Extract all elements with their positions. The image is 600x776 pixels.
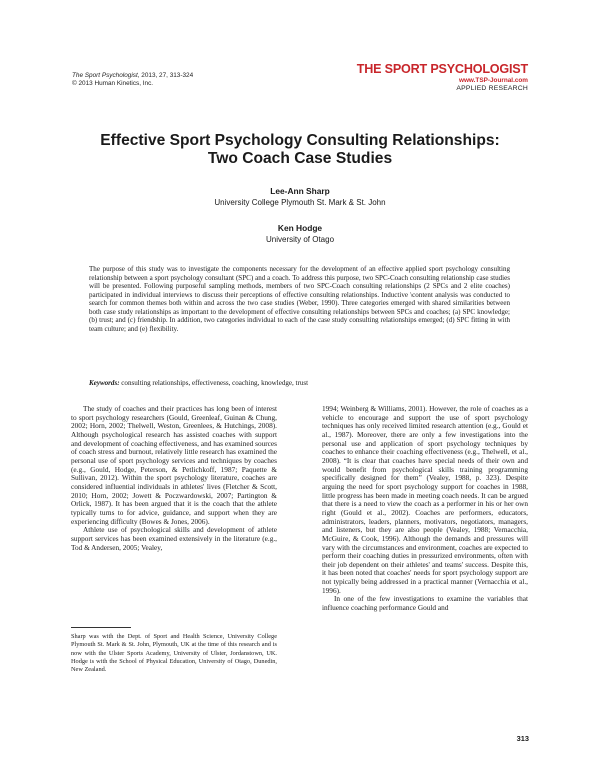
article-section: APPLIED RESEARCH bbox=[456, 85, 528, 92]
author-affiliation: University of Otago bbox=[265, 235, 335, 244]
journal-name: The Sport Psychologist, bbox=[72, 72, 140, 79]
keywords-text: consulting relationships, effectiveness, coaching, knowledge, trust bbox=[119, 379, 309, 387]
article-title bbox=[60, 132, 540, 168]
paragraph: 1994; Weinberg & Williams, 2001). However, the role of coaches as a vehicle to encourage and support the use of sport psychology techniques has only received limited research attention (e.g., Gould et al., 1987). Moreover, there are only a few investigations into the personal use and application of sport psychology techniques by coaches to enhance their coaching effectiveness (e.g., Thelwell, et al., 2008). “It is clear that coaches have special needs of their own and would benefit from psychological skills training programming specifically designed for them” (Vealey, 1988, p. 323). Despite arguing the need for sport psychology support for coaches in 1988, little progress has been made in meeting coach needs. It can be argued that there is a need to view the coach as a performer in his or her own right (Gould et al., 2002). Coaches are performers, educators, administrators, leaders, planners, motivators, negotiators, managers, and listeners, but they are also people (Vealey, 1988; Vernacchia, McGuire, & Cook, 1996). Although the demands and pressures will vary with the circumstances and environment, coaches are expected to perform their coaching duties in pressurized environments, often with their job dependent on their athletes' and teams' success. Despite this, it has been noted that coaches' needs for sport psychology support are not typically being addressed in a practical manner (Vernacchia et al., 1996). bbox=[322, 404, 528, 595]
author-name: Lee-Ann Sharp bbox=[270, 186, 330, 196]
footnote-divider bbox=[71, 627, 131, 628]
keywords bbox=[89, 379, 510, 388]
journal-citation bbox=[72, 72, 193, 89]
author-2 bbox=[60, 223, 540, 245]
paragraph: The study of coaches and their practices has long been of interest to sport psychology researchers (Gould, Greenleaf, Guinan & Chung, 2002; Horn, 2002; Thelwell, Weston, Greenlees, & Hutchings, 2008). Although psychological research has assisted coaches with support and development of coaching effectiveness, and has examined sources of coach stress and burnout, relatively little research has examined the personal use of sport psychology services and techniques by coaches (e.g., Gould, Hodge, Peterson, & Petlichkoff, 1987; Paquette & Sullivan, 2012). Within the sport psychology literature, coaches are considered influential individuals in athletes' lives (Fletcher & Scott, 2010; Horn, 2002; Jowett & Poczwardowski, 2007; Partington & Orlick, 1987). It has been argued that it is the coach that the athlete typically turns to for advice, guidance, and support when they are experiencing difficulty (Bowes & Jones, 2006). bbox=[71, 404, 277, 526]
author-1 bbox=[60, 186, 540, 208]
paragraph: Athlete use of psychological skills and development of athlete support services has been examined extensively in the literature (e.g., Tod & Andersen, 2005; Vealey, bbox=[71, 525, 277, 552]
journal-url[interactable]: www.TSP-Journal.com bbox=[458, 77, 528, 84]
body-column-right bbox=[322, 405, 528, 613]
body-column-left bbox=[71, 405, 277, 552]
keywords-label: Keywords: bbox=[89, 379, 120, 387]
page-number: 313 bbox=[516, 734, 529, 743]
abstract: The purpose of this study was to investigate the components necessary for the development of an effective applied sport psychology consulting relationship between a sport psychology consultant (SPC) and a coach. To address this purpose, two SPC-Coach consulting relationship case studies will be presented. Following purposeful sampling methods, members of two SPC-Coach consulting relationships (2 SPCs and 2 elite coaches) participated in individual interviews to discuss their perceptions of effective consulting relationships. Inductive \content analysis was conducted to search for common themes both within and across the two case studies (Weber, 1990). Three categories emerged with shared similarities between both case study relationships as important to the development of effective consulting relationships between SPCs and coaches; (a) SPC knowledge; (b) trust; and (c) friendship. In addition, two categories individual to each of the case study consulting relationships emerged; (d) SPC fitting in with team culture; and (e) flexibility. bbox=[89, 265, 510, 333]
citation-info: 2013, 27, 313-324 bbox=[139, 72, 194, 79]
author-footnote: Sharp was with the Dept. of Sport and Health Science, University College Plymouth St. Mark & St. John, Plymouth, UK at the time of this research and is now with the Ulster Sports Academy, University of Ulster, Jordanstown, UK. Hodge is with the School of Physical Education, University of Otago, Dunedin, New Zealand. bbox=[71, 633, 277, 674]
author-affiliation: University College Plymouth St. Mark & St. John bbox=[214, 198, 386, 207]
journal-brand: THE SPORT PSYCHOLOGIST bbox=[356, 62, 528, 76]
paragraph: In one of the few investigations to examine the variables that influence coaching performance Gould and bbox=[322, 594, 528, 613]
journal-brand-block bbox=[357, 62, 528, 93]
author-name: Ken Hodge bbox=[277, 223, 323, 233]
title-line-2: Two Coach Case Studies bbox=[207, 150, 393, 167]
title-line-1: Effective Sport Psychology Consulting Relationships: bbox=[100, 132, 500, 149]
copyright-line: © 2013 Human Kinetics, Inc. bbox=[72, 80, 154, 88]
